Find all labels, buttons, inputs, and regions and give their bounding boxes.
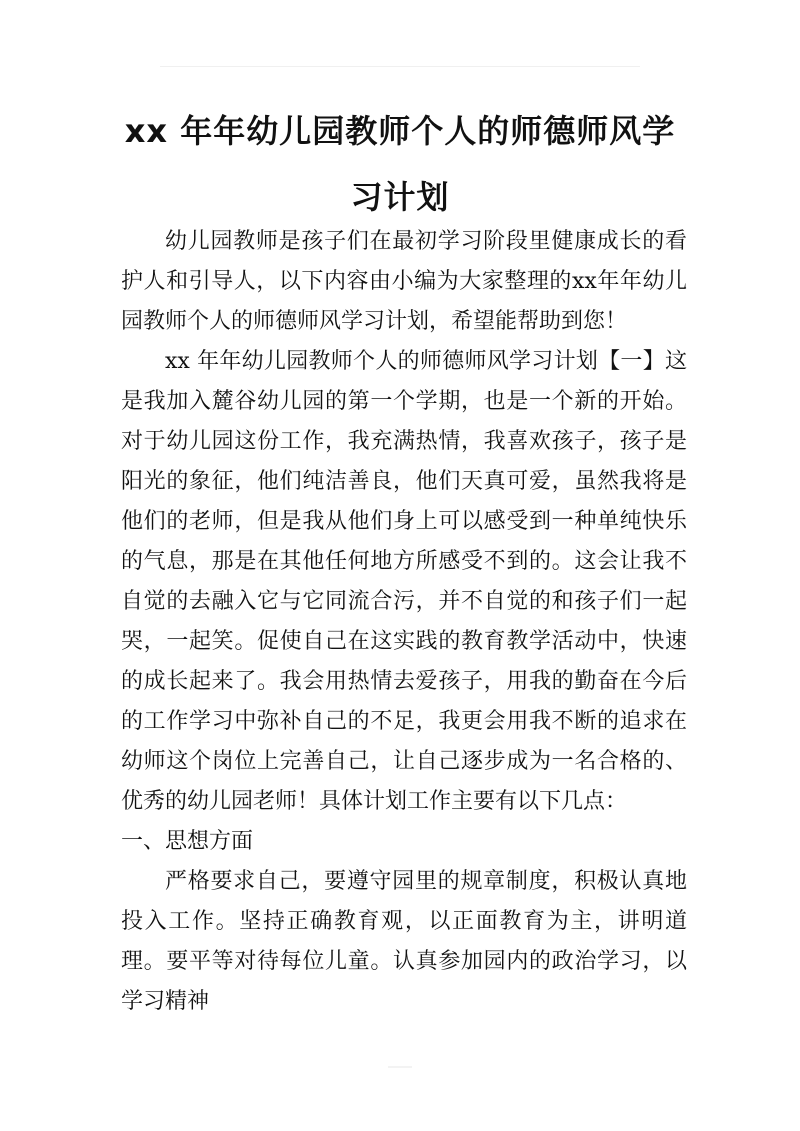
section-heading-thought: 一、思想方面: [121, 829, 254, 854]
intro-paragraph: 幼儿园教师是孩子们在最初学习阶段里健康成长的看护人和引导人，以下内容由小编为大家整理的xx年年幼儿园教师个人的师德师风学习计划，希望能帮助到您！: [121, 229, 687, 334]
plan-one-paragraph: xx 年年幼儿园教师个人的师德师风学习计划【一】这是我加入麓谷幼儿园的第一个学期，也是一个新的开始。对于幼儿园这份工作，我充满热情，我喜欢孩子，孩子是阳光的象征，他们纯洁善良，他们天真可爱，虽然我将是他们的老师，但是我从他们身上可以感受到一种单纯快乐的气息，那是在其他任何地方所感受不到的。这会让我不自觉的去融入它与它同流合污，并不自觉的和孩子们一起哭，一起笑。促使自己在这实践的教育教学活动中，快速的成长起来了。我会用热情去爱孩子，用我的勤奋在今后的工作学习中弥补自己的不足，我更会用我不断的追求在幼师这个岗位上完善自己，让自己逐步成为一名合格的、优秀的幼儿园老师！具体计划工作主要有以下几点：: [121, 349, 687, 814]
footer-mark: [388, 1066, 412, 1068]
document-body: [121, 222, 687, 1022]
title-line-2: 习计划: [350, 178, 450, 216]
header-rule: [160, 66, 640, 67]
title-line-1: xx 年年幼儿园教师个人的师德师风学: [124, 112, 676, 150]
thought-paragraph: 严格要求自己，要遵守园里的规章制度，积极认真地投入工作。坚持正确教育观，以正面教育为主，讲明道理。要平等对待每位儿童。认真参加园内的政治学习，以学习精神: [121, 869, 687, 1014]
document-title: [100, 98, 700, 230]
